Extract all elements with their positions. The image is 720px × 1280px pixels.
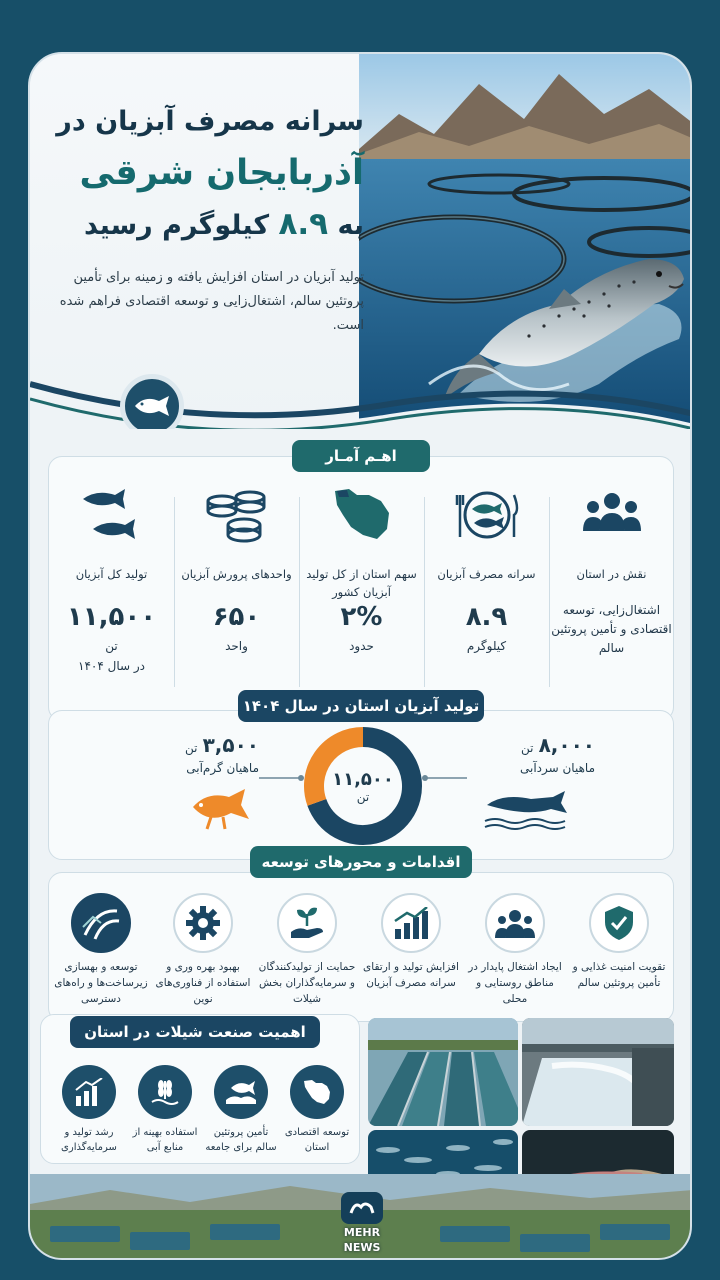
hand-plant-icon — [289, 906, 325, 940]
key-stats-panel — [48, 456, 674, 721]
stat-unit: تن — [105, 639, 118, 653]
warm-value: ۳,۵۰۰ — [202, 733, 259, 757]
stat-value: ۸.۹ — [465, 602, 508, 632]
wheat-water-icon — [150, 1077, 180, 1107]
importance-item — [53, 1065, 125, 1155]
stat-value: ۱۱,۵۰۰ — [66, 602, 157, 632]
logo-text-2: NEWS — [343, 1241, 381, 1254]
importance-item — [205, 1065, 277, 1155]
raceway-photo — [368, 1018, 518, 1126]
action-label: تقویت امنیت غذایی و تأمین پروتئین سالم — [572, 961, 666, 989]
action-label: افزایش تولید و ارتقای سرانه مصرف آبزیان — [363, 961, 459, 989]
people-icon — [579, 485, 645, 545]
action-label: بهبود بهره وری و استفاده از فناوری‌های نوین — [155, 961, 251, 1005]
actions-heading: اقدامات و محورهای توسعه — [250, 846, 472, 878]
stat-label: سرانه مصرف آبزیان — [437, 567, 536, 581]
production-panel — [48, 710, 674, 860]
logo-mark — [341, 1192, 383, 1224]
cold-label: ماهیان سردآبی — [519, 761, 595, 775]
title-line-3: به ۸.۹ کیلوگرم رسید — [83, 206, 364, 242]
action-label: حمایت از تولیدکنندگان و سرمایه‌گذاران بخش شیلات — [258, 961, 356, 1005]
action-item — [463, 893, 567, 1007]
action-item — [151, 893, 255, 1007]
fish-pair-icon — [79, 485, 145, 545]
cold-value: ۸,۰۰۰ — [538, 733, 595, 757]
importance-label: تأمین پروتئین سالم برای جامعه — [205, 1127, 277, 1153]
water-flow-photo — [522, 1018, 674, 1126]
importance-label: استفاده بهینه از منابع آبی — [132, 1127, 198, 1153]
stat-label: نقش در استان — [576, 567, 647, 581]
fish-cage-icon — [204, 485, 270, 545]
action-item — [567, 893, 671, 991]
people-group-icon — [495, 908, 535, 938]
mehr-news-logo — [328, 1192, 396, 1260]
action-item — [49, 893, 153, 1007]
action-label: ایجاد اشتغال پایدار در مناطق روستایی و محلی — [468, 961, 562, 1005]
hero-section — [30, 54, 692, 429]
importance-item — [129, 1065, 201, 1155]
infographic-card — [28, 52, 692, 1260]
donut-total-value: ۱۱,۵۰۰ — [332, 769, 394, 790]
stat-total-production — [49, 457, 174, 722]
warm-fish-icon — [187, 787, 257, 831]
production-heading: تولید آبزیان استان در سال ۱۴۰۴ — [238, 690, 484, 722]
stat-per-capita — [424, 457, 549, 722]
cold-connector — [421, 773, 467, 783]
fish-badge-icon — [120, 374, 184, 429]
stat-sub: در سال ۱۴۰۴ — [78, 659, 145, 673]
stat-national-share — [299, 457, 424, 722]
stat-label: تولید کل آبزیان — [75, 567, 148, 581]
stat-description: اشتغال‌زایی، توسعه اقتصادی و تأمین پروتئین سالم — [551, 603, 672, 655]
intro-paragraph: تولید آبزیان در استان افزایش یافته و زمینه برای تأمین پروتئین سالم، اشتغال‌زایی و توسعه اقتصادی فراهم شده است. — [59, 270, 364, 333]
warm-connector — [259, 773, 305, 783]
stat-value: ۲% — [340, 602, 383, 632]
stat-unit: حدود — [349, 639, 374, 653]
action-label: توسعه و بهسازی زیرساخت‌ها و راه‌های دسترسی — [54, 961, 148, 1005]
development-actions-panel — [48, 872, 674, 1022]
iran-map-icon — [329, 485, 395, 545]
stat-value: ۶۵۰ — [212, 602, 261, 632]
stats-heading: اهـم آمـار — [292, 440, 430, 472]
title-highlight-value: ۸.۹ — [278, 206, 329, 242]
warm-water-block — [119, 733, 259, 775]
fish-hands-icon — [225, 1078, 257, 1106]
importance-label: رشد تولید و سرمایه‌گذاری — [61, 1127, 117, 1153]
stat-unit: کیلوگرم — [466, 639, 507, 653]
stat-label: واحدهای پرورش آبزیان — [181, 567, 292, 581]
importance-label: توسعه اقتصادی استان — [284, 1127, 350, 1153]
action-item — [255, 893, 359, 1007]
fish-plate-icon — [454, 485, 520, 545]
warm-unit: تن — [184, 741, 198, 755]
title-line-2: آذربایجان شرقی — [79, 153, 364, 193]
road-icon — [81, 905, 121, 941]
iran-map-icon — [302, 1078, 332, 1106]
importance-item — [281, 1065, 353, 1155]
action-item — [359, 893, 463, 991]
page-title — [34, 98, 364, 250]
cold-fish-icon — [481, 791, 571, 831]
warm-label: ماهیان گرم‌آبی — [186, 761, 259, 775]
shield-check-icon — [601, 904, 637, 942]
cold-unit: تن — [520, 741, 534, 755]
stat-farming-units — [174, 457, 299, 722]
importance-heading: اهمیت صنعت شیلات در استان — [70, 1016, 320, 1048]
growth-chart-icon — [393, 907, 429, 939]
stat-unit: واحد — [225, 639, 248, 653]
logo-text: MEHR — [343, 1226, 381, 1239]
gear-icon — [185, 905, 221, 941]
stat-role — [549, 457, 674, 722]
donut-total-unit: تن — [356, 790, 370, 804]
stat-label: سهم استان از کل تولید آبزیان کشور — [306, 567, 417, 599]
title-line-1: سرانه مصرف آبزیان در — [56, 106, 364, 137]
cold-water-block — [465, 733, 595, 775]
bar-growth-icon — [74, 1078, 104, 1106]
